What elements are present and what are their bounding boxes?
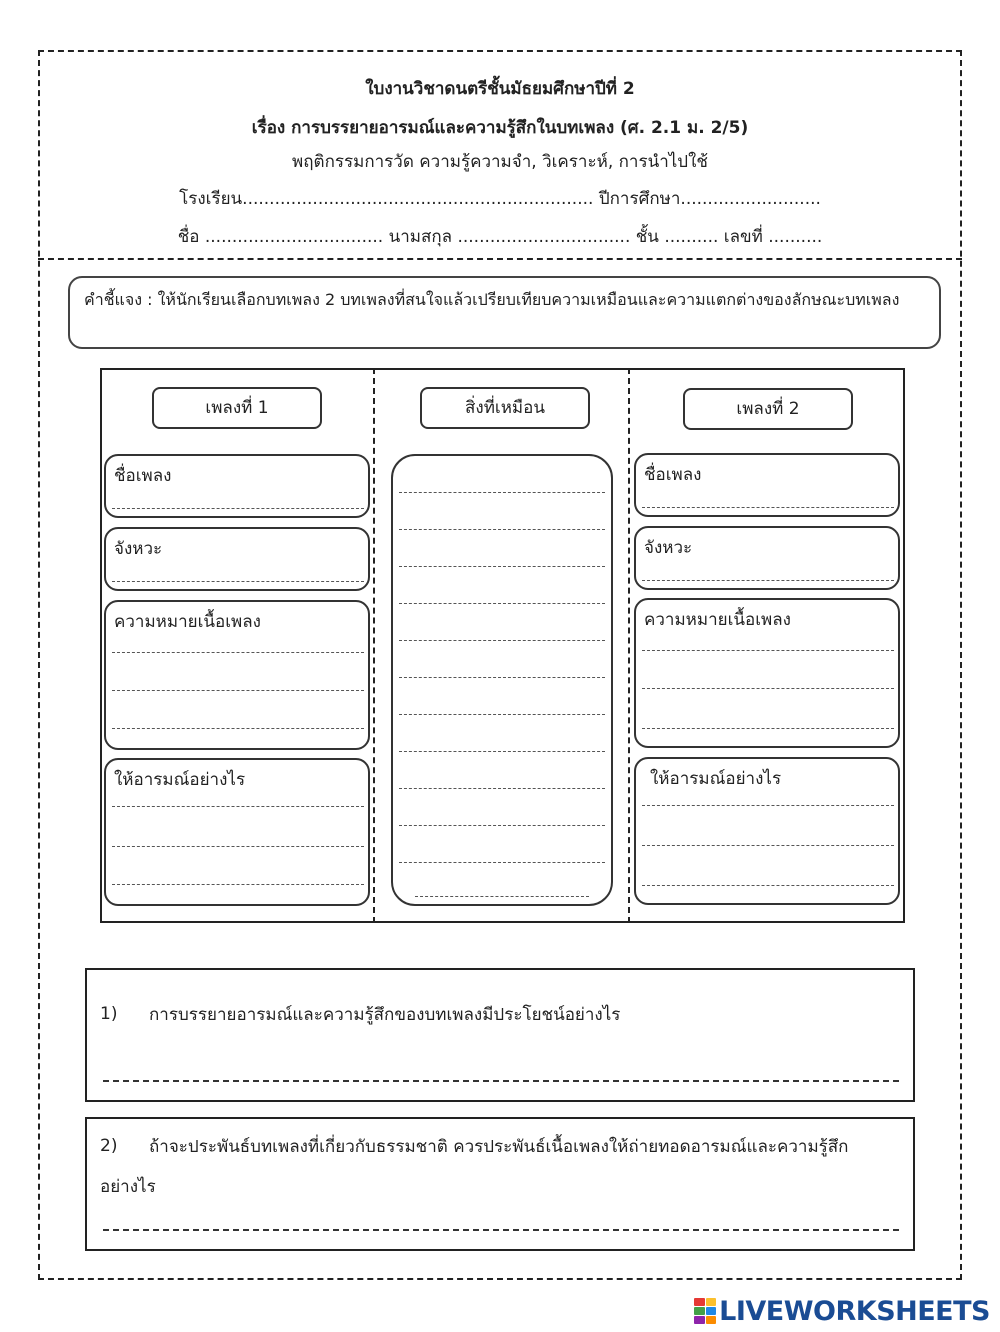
question-1-box — [85, 968, 915, 1102]
column-divider-right — [628, 368, 630, 923]
question-1-number: 1) — [100, 1004, 118, 1024]
liveworksheets-text: LIVEWORKSHEETS — [719, 1295, 990, 1327]
question-2-answer-line[interactable] — [103, 1229, 899, 1231]
song1-meaning-field[interactable] — [104, 600, 370, 750]
liveworksheets-mark-icon — [694, 1298, 716, 1324]
question-1-text: การบรรยายอารมณ์และความรู้สึกของบทเพลงมีประโยชน์อย่างไร — [149, 1005, 621, 1025]
similar-title-box — [420, 387, 590, 429]
worksheet-subtitle: เรื่อง การบรรยายอารมณ์และความรู้สึกในบทเพลง (ศ. 2.1 ม. 2/5) — [251, 118, 749, 138]
song2-meaning-label: ความหมายเนื้อเพลง — [644, 610, 791, 630]
song1-meaning-label: ความหมายเนื้อเพลง — [114, 612, 261, 632]
measured-behavior: พฤติกรรมการวัด ความรู้ความจำ, วิเคราะห์, การนำไปใช้ — [292, 152, 708, 172]
instructions-text: คำชี้แจง : ให้นักเรียนเลือกบทเพลง 2 บทเพลงที่สนใจแล้วเปรียบเทียบความเหมือนและความแตกต่างของลักษณะบทเพลง — [84, 290, 900, 309]
question-1-answer-line[interactable] — [103, 1080, 899, 1082]
song2-name-label: ชื่อเพลง — [644, 465, 702, 485]
song1-tempo-label: จังหวะ — [114, 539, 163, 559]
song2-emotion-field[interactable] — [634, 757, 900, 905]
song1-name-field[interactable] — [104, 454, 370, 518]
song1-title-box — [152, 387, 322, 429]
song2-title-box — [683, 388, 853, 430]
question-2-text: ถ้าจะประพันธ์บทเพลงที่เกี่ยวกับธรรมชาติ ควรประพันธ์เนื้อเพลงให้ถ่ายทอดอารมณ์และความรู้สึกอย่างไร — [100, 1137, 849, 1197]
instructions-box — [68, 276, 941, 349]
column-divider-left — [373, 368, 375, 923]
question-2-number: 2) — [100, 1136, 118, 1156]
song1-title: เพลงที่ 1 — [205, 398, 269, 418]
song2-title: เพลงที่ 2 — [736, 399, 800, 419]
song2-tempo-field[interactable] — [634, 526, 900, 590]
school-line: โรงเรียน................................................................. ปีการศึกษา.......................... — [179, 189, 821, 209]
liveworksheets-logo — [694, 1294, 990, 1328]
song1-emotion-field[interactable] — [104, 758, 370, 906]
song1-emotion-label: ให้อารมณ์อย่างไร — [114, 770, 246, 790]
song2-emotion-label: ให้อารมณ์อย่างไร — [650, 769, 782, 789]
song2-name-field[interactable] — [634, 453, 900, 517]
song2-tempo-label: จังหวะ — [644, 538, 693, 558]
header-divider — [38, 258, 962, 260]
similar-title: สิ่งที่เหมือน — [465, 398, 545, 418]
song1-tempo-field[interactable] — [104, 527, 370, 591]
similarities-box[interactable] — [391, 454, 613, 906]
worksheet-title: ใบงานวิชาดนตรีชั้นมัธยมศึกษาปีที่ 2 — [365, 79, 635, 99]
song1-name-label: ชื่อเพลง — [114, 466, 172, 486]
song2-meaning-field[interactable] — [634, 598, 900, 748]
question-2-box — [85, 1117, 915, 1251]
student-name-line: ชื่อ ................................. นามสกุล ................................ ชั้น .......... เลขที่ .......... — [177, 227, 823, 247]
